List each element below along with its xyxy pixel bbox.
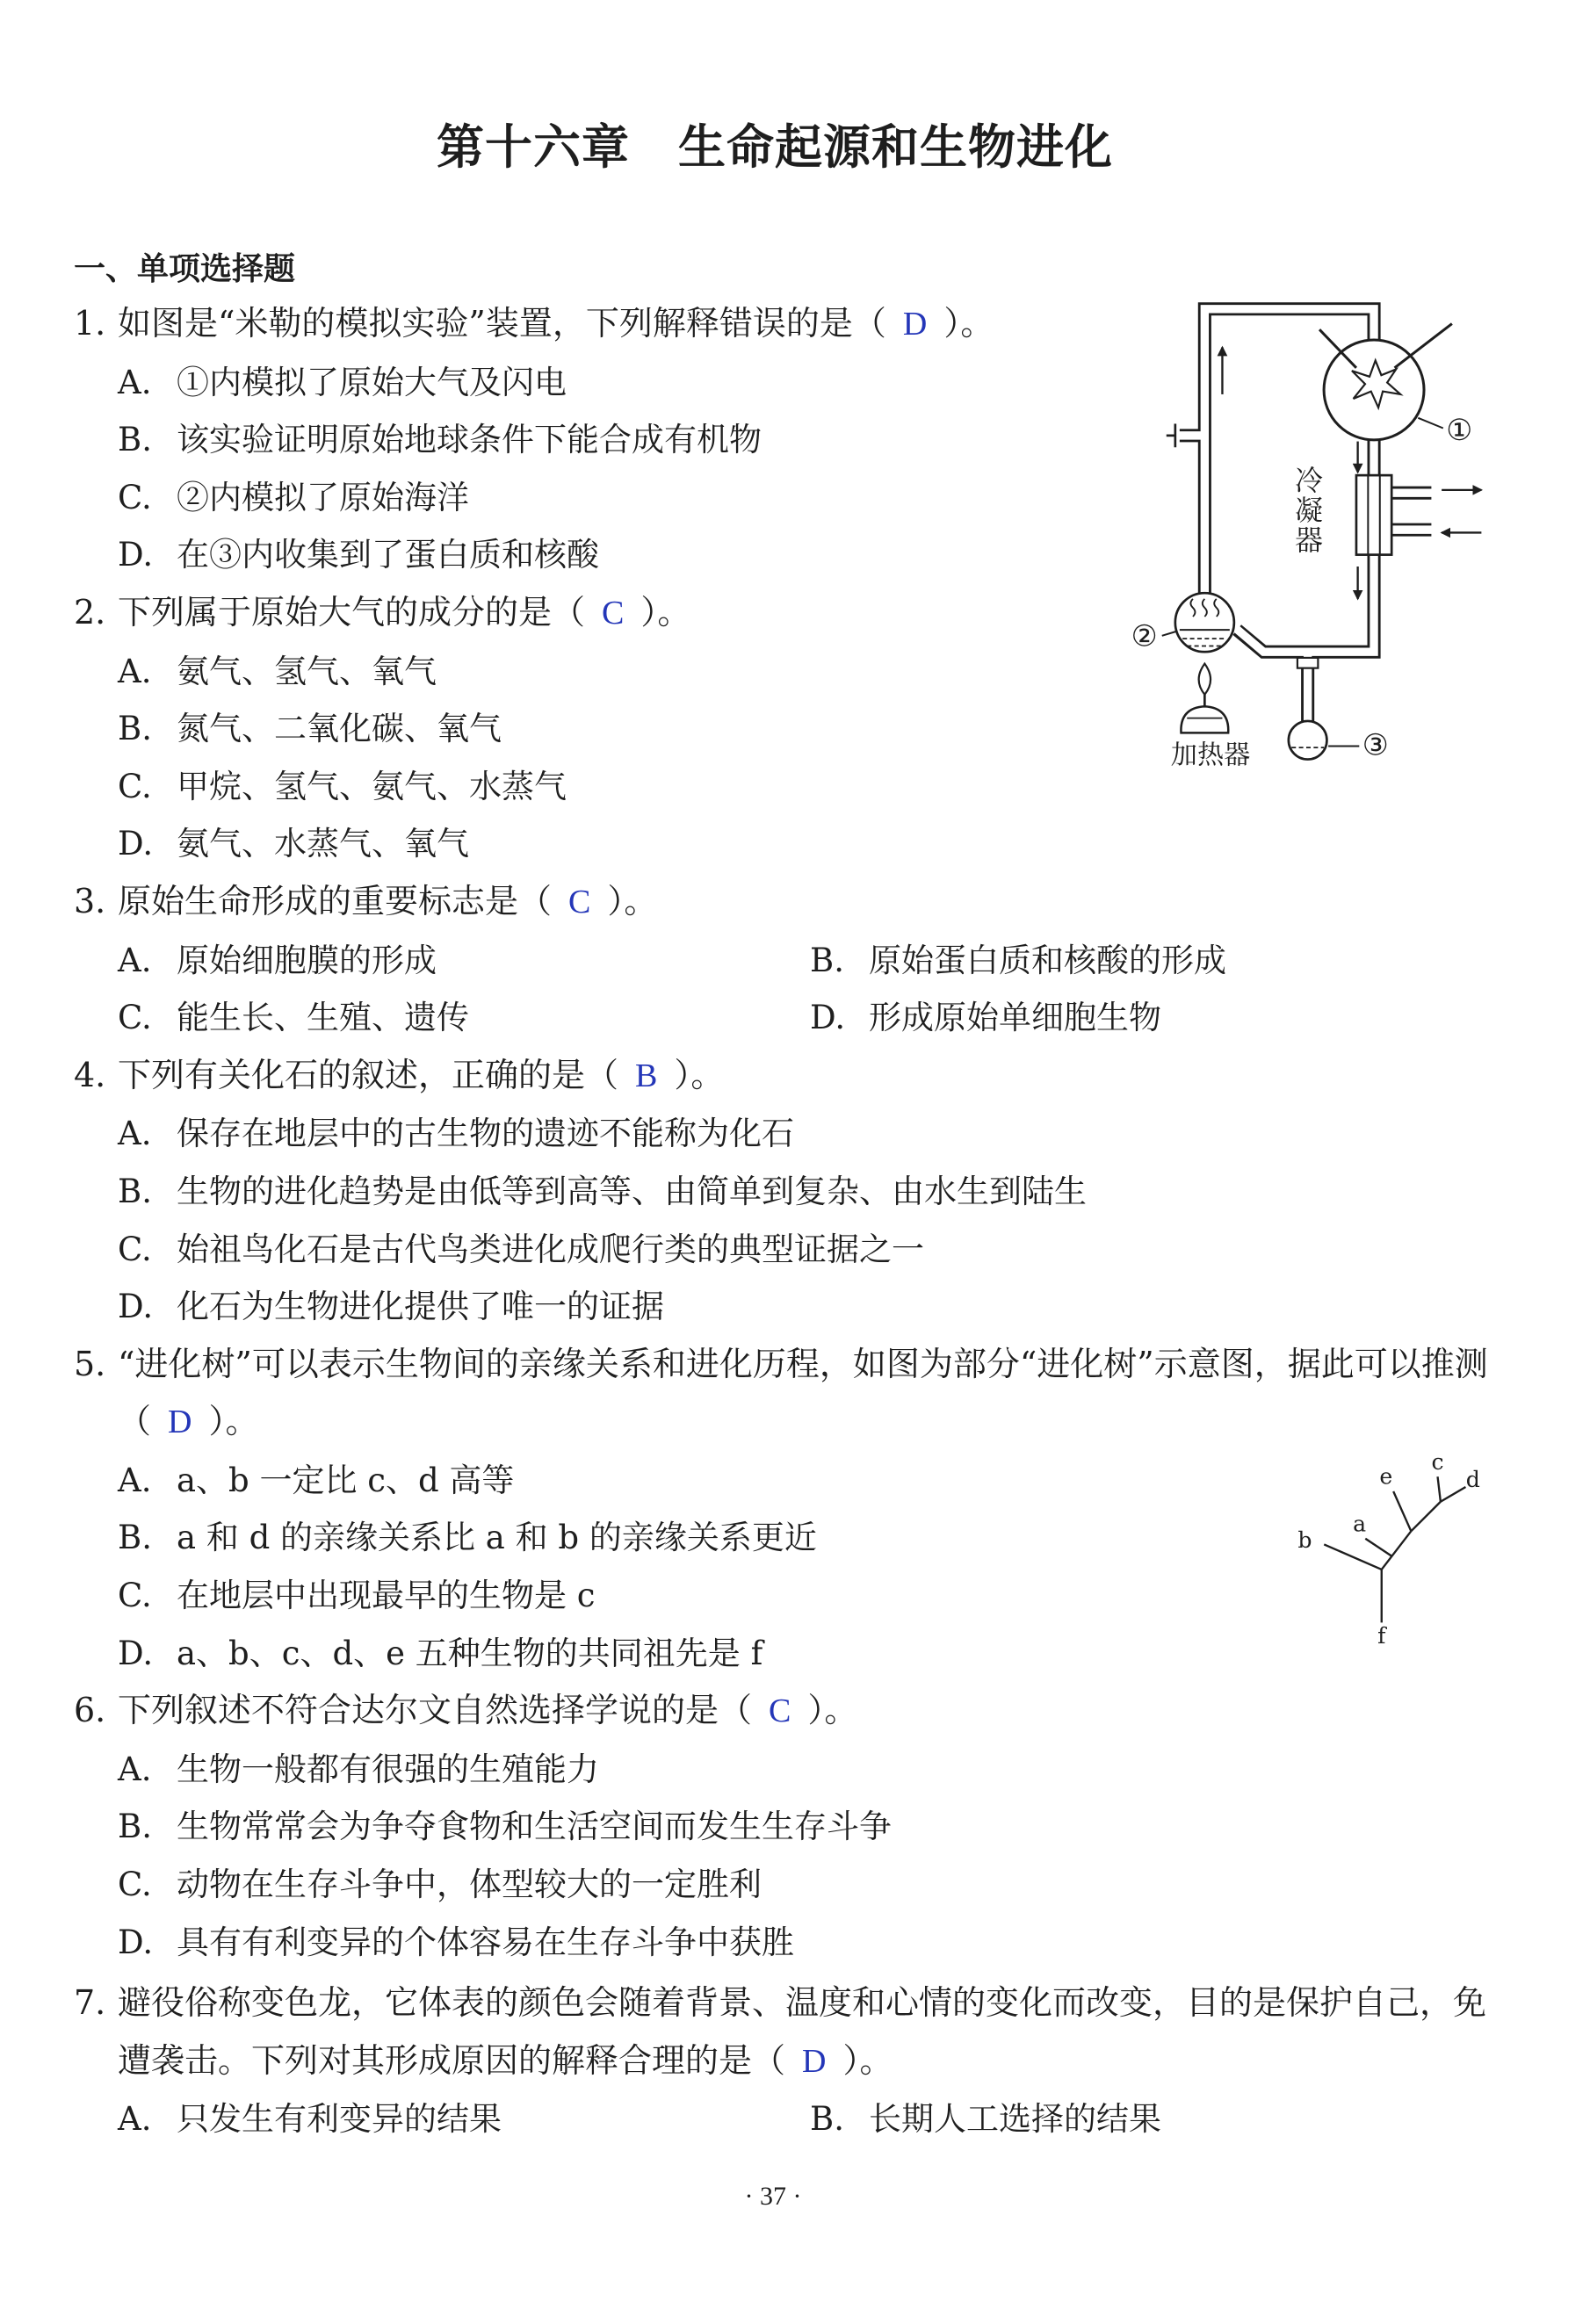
option-a: [74, 1741, 1497, 1799]
option-text: 氨气、氢气、氧气: [177, 652, 437, 690]
question-stem: [74, 1682, 1497, 1741]
option-c: [74, 1221, 1497, 1279]
option-label: D.: [118, 1923, 154, 1961]
option-label: D.: [810, 999, 846, 1037]
option-text: 形成原始单细胞生物: [869, 999, 1161, 1037]
option-text: 始祖鸟化石是古代鸟类进化成爬行类的典型证据之一: [177, 1230, 924, 1268]
option-label: A.: [118, 1115, 152, 1153]
option-label: C.: [118, 1866, 152, 1904]
question-stem: [74, 1047, 1497, 1106]
option-label: C.: [118, 1577, 152, 1615]
option-label: C.: [118, 999, 152, 1037]
stem-text: 原始生命形成的重要标志是（: [118, 881, 553, 920]
option-text: 原始细胞膜的形成: [177, 941, 437, 979]
question-stem: [74, 873, 1497, 932]
option-label: C.: [118, 1230, 152, 1268]
label-3: ③: [1362, 727, 1389, 762]
option-text: 化石为生物进化提供了唯一的证据: [177, 1288, 664, 1326]
label-1: ①: [1446, 412, 1473, 447]
tree-label-b: b: [1297, 1526, 1312, 1553]
chapter-title: 第十六章 生命起源和生物进化: [437, 119, 1113, 175]
option-row: [74, 2090, 1497, 2148]
option-text: 在③内收集到了蛋白质和核酸: [177, 536, 599, 574]
option-d: [74, 815, 1497, 873]
branch-b: [1324, 1544, 1381, 1570]
branch-d: [1441, 1487, 1466, 1502]
question-number: 6.: [74, 1691, 106, 1730]
question-text: [118, 1047, 1488, 1106]
leader-line-2: [1162, 632, 1177, 636]
option-text: ①内模拟了原始大气及闪电: [177, 363, 567, 401]
option-d: [74, 1914, 1497, 1972]
option-text: 长期人工选择的结果: [869, 2100, 1161, 2139]
option-text: 生物一般都有很强的生殖能力: [177, 1750, 599, 1788]
label-2: ②: [1131, 618, 1158, 653]
question-text: [118, 1682, 1488, 1741]
tree-label-c: c: [1431, 1448, 1444, 1475]
option-label: C.: [118, 478, 152, 516]
answer-letter: D: [802, 2042, 827, 2080]
tree-label-e: e: [1379, 1463, 1393, 1490]
option-text: 动物在生存斗争中，体型较大的一定胜利: [177, 1866, 762, 1904]
stem-end: ）。: [943, 304, 994, 343]
question-number: 5.: [74, 1344, 106, 1383]
lamp-body: [1181, 706, 1228, 733]
option-d: [74, 1278, 1497, 1336]
branch-cd: [1411, 1502, 1441, 1532]
option-a: [74, 1452, 1497, 1510]
stem-end: ）。: [640, 592, 691, 632]
stem-text: 下列有关化石的叙述，正确的是（: [118, 1055, 619, 1094]
option-label: B.: [810, 2100, 844, 2139]
branch-a: [1365, 1539, 1391, 1556]
stem-end: ）。: [807, 1691, 858, 1730]
stem-text: “进化树”可以表示生物间的亲缘关系和进化历程，如图为部分“进化树”示意图，据此可以推测（: [118, 1344, 1488, 1441]
question-stem: [74, 1974, 1497, 2090]
option-text: 生物的进化趋势是由低等到高等、由简单到复杂、由水生到陆生: [177, 1172, 1087, 1210]
stem-text: 避役俗称变色龙，它体表的颜色会随着背景、温度和心情的变化而改变，目的是保护自己，免遭袭击。下列对其形成原因的解释合理的是（: [118, 1983, 1487, 2080]
option-a: [118, 932, 810, 990]
option-label: A.: [118, 1750, 152, 1788]
option-text: 生物常常会为争夺食物和生活空间而发生生存斗争: [177, 1808, 892, 1846]
option-label: D.: [118, 825, 154, 863]
condenser-jacket: [1356, 475, 1391, 554]
stem-text: 如图是“米勒的模拟实验”装置，下列解释错误的是（: [118, 304, 886, 343]
question-text: [118, 1336, 1488, 1452]
option-a: [74, 1105, 1497, 1163]
question-number: 2.: [74, 592, 106, 632]
option-row: [74, 932, 1497, 990]
branch-e: [1393, 1491, 1411, 1531]
tree-branches: [1324, 1476, 1465, 1622]
flame-icon: [1199, 664, 1211, 695]
option-text: 氮气、二氧化碳、氧气: [177, 710, 502, 748]
question-stem: [74, 1336, 1497, 1452]
option-b: [74, 1163, 1497, 1221]
question-text: [118, 1974, 1488, 2090]
evolution-tree-figure: [1289, 1450, 1495, 1656]
option-label: A.: [118, 1461, 152, 1499]
stem-end: ）。: [607, 881, 658, 920]
question-4: [74, 1047, 1497, 1336]
option-a: [118, 2090, 810, 2148]
option-text: a 和 d 的亲缘关系比 a 和 b 的亲缘关系更近: [177, 1519, 817, 1557]
option-text: 甲烷、氢气、氨气、水蒸气: [177, 767, 567, 805]
option-label: D.: [118, 1288, 154, 1326]
tree-label-f: f: [1377, 1622, 1386, 1649]
option-text: 具有有利变异的个体容易在生存斗争中获胜: [177, 1923, 794, 1961]
answer-letter: D: [168, 1404, 192, 1441]
answer-letter: C: [602, 594, 625, 632]
answer-letter: D: [902, 306, 928, 343]
option-label: A.: [118, 363, 152, 401]
question-number: 4.: [74, 1055, 106, 1094]
collect-stopcock: [1297, 658, 1318, 668]
section-title: 一、单项选择题: [74, 251, 296, 287]
branch-c: [1438, 1476, 1441, 1502]
question-5: [74, 1336, 1497, 1683]
option-text: 只发生有利变异的结果: [177, 2100, 502, 2139]
question-number: 3.: [74, 881, 106, 920]
leader-line-1: [1418, 418, 1442, 429]
answer-letter: C: [769, 1692, 791, 1730]
option-d: [810, 989, 1502, 1047]
option-text: a、b、c、d、e 五种生物的共同祖先是 f: [177, 1634, 763, 1672]
question-7: [74, 1974, 1497, 2148]
option-label: A.: [118, 2100, 152, 2139]
stem-text: 下列属于原始大气的成分的是（: [118, 592, 586, 632]
option-text: 该实验证明原始地球条件下能合成有机物: [177, 421, 762, 459]
question-3: [74, 873, 1497, 1047]
option-text: a、b 一定比 c、d 高等: [177, 1461, 515, 1499]
stem-end: ）。: [842, 2040, 893, 2080]
option-label: D.: [118, 1634, 154, 1672]
option-row: [74, 989, 1497, 1047]
option-text: 保存在地层中的古生物的遗迹不能称为化石: [177, 1115, 794, 1153]
option-label: B.: [118, 1808, 152, 1846]
option-c: [118, 989, 810, 1047]
collecting-flask: [1289, 721, 1327, 760]
option-c: [74, 1856, 1497, 1914]
option-text: 氨气、水蒸气、氧气: [177, 825, 469, 863]
heater-label: 加热器: [1170, 740, 1251, 771]
answer-letter: B: [635, 1057, 658, 1094]
tree-label-a: a: [1353, 1511, 1367, 1537]
option-label: D.: [118, 536, 154, 574]
option-label: C.: [118, 767, 152, 805]
stem-text: 下列叙述不符合达尔文自然选择学说的是（: [118, 1691, 753, 1730]
option-label: B.: [118, 1172, 152, 1210]
question-6: [74, 1682, 1497, 1971]
trunk-upper: [1382, 1531, 1412, 1570]
question-number: 1.: [74, 304, 106, 343]
option-label: B.: [118, 710, 152, 748]
page-number: · 37 ·: [744, 2182, 802, 2211]
stem-end: ）。: [208, 1402, 259, 1441]
boiling-flask: [1175, 593, 1234, 652]
electrode-right: [1395, 324, 1452, 368]
option-label: B.: [118, 1519, 152, 1557]
condenser-label: 冷凝器: [1290, 466, 1324, 555]
option-label: A.: [118, 652, 152, 690]
stem-end: ）。: [674, 1055, 725, 1094]
option-b: [74, 1509, 1497, 1567]
option-b: [810, 932, 1502, 990]
option-text: ②内模拟了原始海洋: [177, 478, 469, 516]
option-b: [810, 2090, 1502, 2148]
option-text: 能生长、生殖、遗传: [177, 999, 469, 1037]
option-text: 原始蛋白质和核酸的形成: [869, 941, 1226, 979]
answer-letter: C: [568, 883, 591, 920]
option-c: [74, 1567, 1497, 1625]
question-text: [118, 873, 1488, 932]
option-label: B.: [118, 421, 152, 459]
option-text: 在地层中出现最早的生物是 c: [177, 1577, 596, 1615]
option-b: [74, 1798, 1497, 1856]
option-d: [74, 1622, 1497, 1683]
option-label: B.: [810, 941, 844, 979]
option-label: A.: [118, 941, 152, 979]
tree-label-d: d: [1465, 1466, 1480, 1492]
question-number: 7.: [74, 1983, 106, 2023]
